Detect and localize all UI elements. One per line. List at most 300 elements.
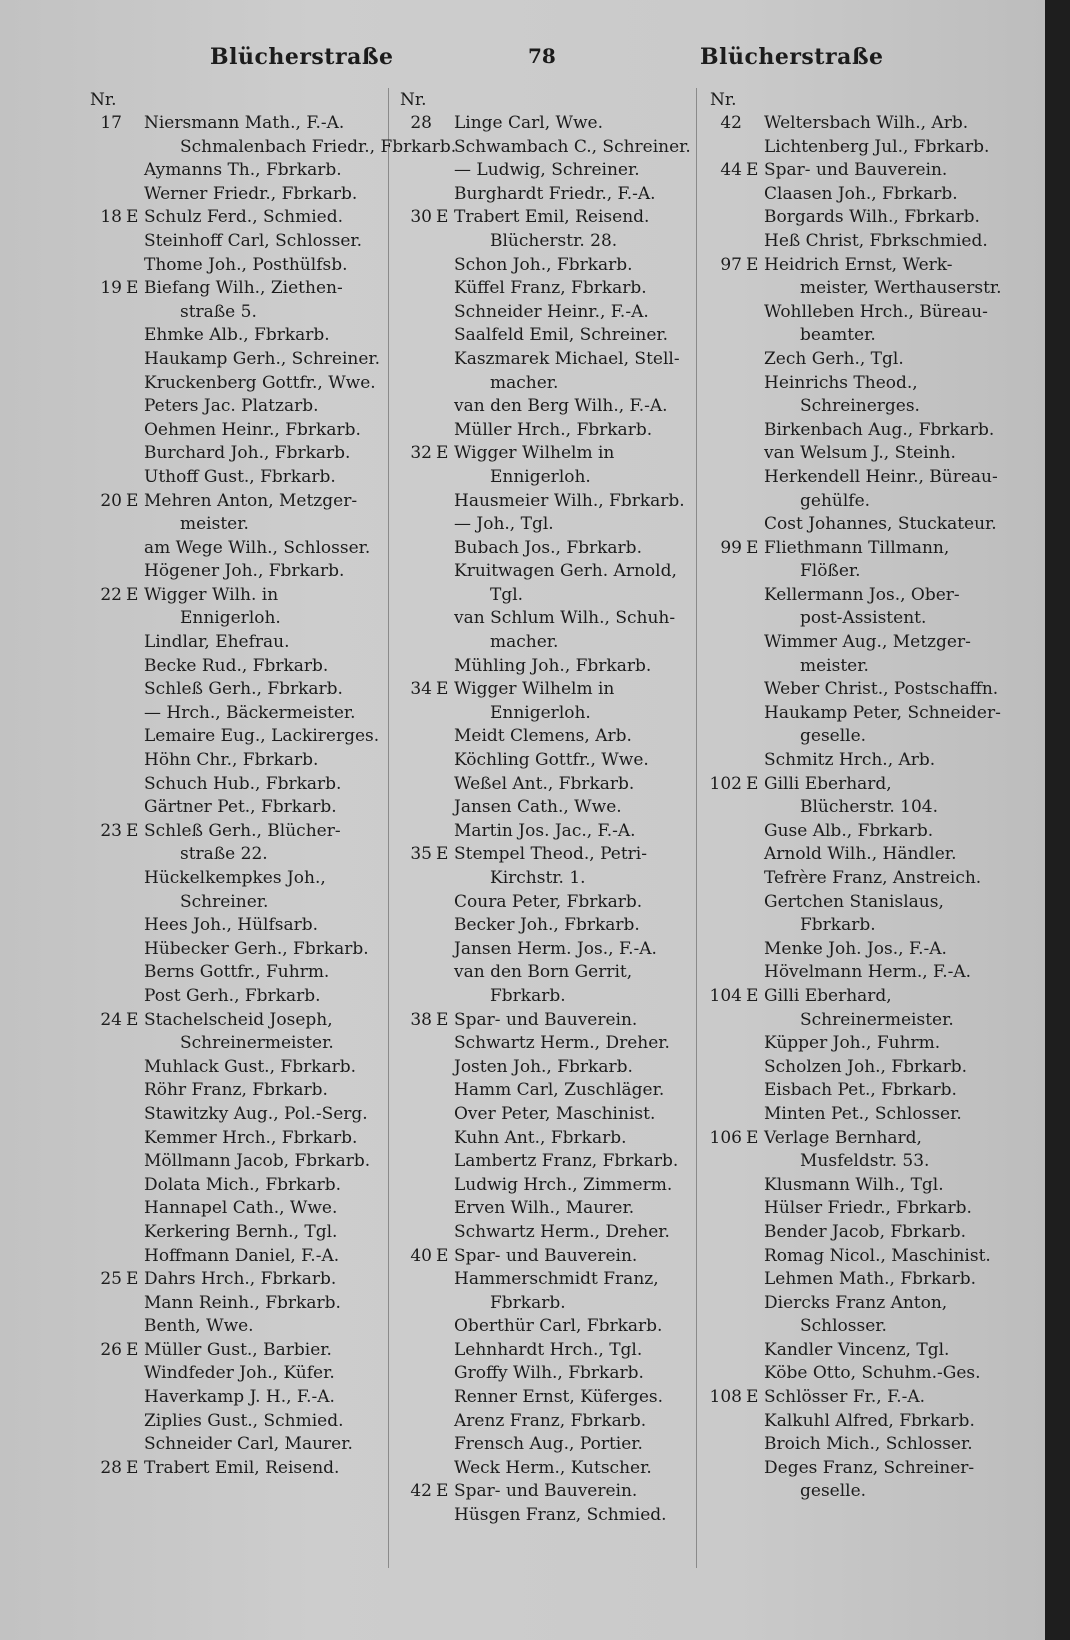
directory-entry (702, 513, 1007, 537)
owner-marker: E (436, 207, 449, 228)
directory-entry (82, 914, 382, 938)
owner-marker (746, 324, 764, 348)
house-number (702, 1268, 746, 1292)
directory-entry (702, 442, 1007, 466)
house-number (392, 537, 436, 561)
resident-text: Schuch Hub., Fbrkarb. (144, 773, 342, 794)
resident-text: Romag Nicol., Maschinist. (764, 1245, 991, 1266)
house-number (392, 277, 436, 301)
directory-entry (392, 348, 692, 372)
directory-entry (392, 1032, 692, 1056)
house-number: 32 (410, 443, 432, 464)
directory-entry (702, 1480, 1007, 1504)
resident-text: Aymanns Th., Fbrkarb. (144, 160, 342, 181)
house-number: 28 (410, 113, 432, 133)
owner-marker (746, 230, 764, 254)
directory-entry (702, 749, 1007, 773)
resident-text: Gärtner Pet., Fbrkarb. (144, 797, 337, 818)
directory-entry (702, 1009, 1007, 1033)
house-number (392, 1150, 436, 1174)
house-number (392, 1457, 436, 1481)
house-number (82, 372, 126, 396)
owner-marker (436, 1362, 454, 1386)
directory-entry (392, 1480, 692, 1504)
owner-marker (746, 1292, 764, 1316)
owner-marker (436, 277, 454, 301)
directory-entry (392, 655, 692, 679)
directory-entry (82, 324, 382, 348)
house-number (82, 442, 126, 466)
owner-marker (126, 112, 144, 136)
directory-entry (392, 891, 692, 915)
owner-marker (436, 372, 454, 396)
owner-marker (126, 843, 144, 867)
owner-marker (746, 1245, 764, 1269)
directory-entry (392, 1386, 692, 1410)
resident-text: Uthoff Gust., Fbrkarb. (144, 466, 336, 487)
house-number: 44 (720, 160, 742, 181)
owner-marker (436, 938, 454, 962)
resident-text: Spar- und Bauverein. (454, 1009, 638, 1030)
house-number (702, 1410, 746, 1434)
continuation-indent (764, 655, 800, 679)
directory-entry (82, 1292, 382, 1316)
owner-marker (436, 560, 454, 584)
directory-entry (392, 1197, 692, 1221)
directory-entry (392, 1127, 692, 1151)
resident-text: Kirchstr. 1. (490, 868, 586, 888)
owner-marker: E (126, 490, 139, 511)
directory-entry (702, 1032, 1007, 1056)
resident-text: beamter. (800, 325, 876, 346)
owner-marker: E (746, 1127, 759, 1148)
directory-entry (702, 419, 1007, 443)
directory-entry (82, 1174, 382, 1198)
resident-text: Birkenbach Aug., Fbrkarb. (764, 419, 995, 440)
continuation-indent (454, 631, 490, 655)
owner-marker (126, 773, 144, 797)
house-number (702, 206, 746, 230)
resident-text: van den Born Gerrit, (454, 962, 633, 983)
house-number (702, 607, 746, 631)
resident-text: Musfeldstr. 53. (800, 1151, 930, 1172)
directory-entry (702, 1433, 1007, 1457)
resident-text: Kruitwagen Gerh. Arnold, (454, 561, 677, 582)
resident-text: Spar- und Bauverein. (764, 160, 948, 181)
owner-marker (746, 938, 764, 962)
owner-marker (746, 820, 764, 844)
owner-marker (746, 206, 764, 230)
owner-marker (746, 277, 764, 301)
resident-text: meister. (800, 655, 869, 676)
house-number (82, 1386, 126, 1410)
owner-marker (126, 348, 144, 372)
house-number (82, 985, 126, 1009)
owner-marker: E (746, 537, 759, 558)
resident-text: Gilli Eberhard, (764, 773, 892, 794)
owner-marker (746, 395, 764, 419)
resident-text: — Ludwig, Schreiner. (454, 160, 640, 181)
resident-text: Hees Joh., Hülfsarb. (144, 915, 319, 936)
owner-marker (746, 442, 764, 466)
resident-text: Küffel Franz, Fbrkarb. (454, 278, 647, 299)
house-number (82, 348, 126, 372)
house-number: 104 (709, 985, 742, 1006)
house-number (82, 1315, 126, 1339)
continuation-indent (454, 702, 490, 726)
house-number (392, 702, 436, 726)
house-number (82, 1150, 126, 1174)
owner-marker: E (746, 985, 759, 1006)
resident-text: Arnold Wilh., Händler. (764, 844, 957, 865)
directory-entry (82, 277, 382, 301)
house-number (82, 159, 126, 183)
owner-marker (126, 1386, 144, 1410)
directory-entry (82, 1079, 382, 1103)
owner-marker (436, 1127, 454, 1151)
house-number (702, 678, 746, 702)
owner-marker (746, 1339, 764, 1363)
directory-entry (702, 254, 1007, 278)
owner-marker (436, 1315, 454, 1339)
owner-marker (436, 1103, 454, 1127)
house-number (702, 961, 746, 985)
resident-text: Bubach Jos., Fbrkarb. (454, 537, 642, 558)
resident-text: am Wege Wilh., Schlosser. (144, 537, 371, 558)
owner-marker (126, 301, 144, 325)
house-number (392, 607, 436, 631)
owner-marker (746, 112, 764, 136)
resident-text: post-Assistent. (800, 608, 927, 629)
owner-marker: E (126, 278, 139, 299)
resident-text: Höhn Chr., Fbrkarb. (144, 750, 319, 771)
directory-entry (702, 867, 1007, 891)
owner-marker (126, 607, 144, 631)
resident-text: Schulz Ferd., Schmied. (144, 207, 344, 228)
house-number (82, 254, 126, 278)
owner-marker (126, 466, 144, 490)
directory-entry (392, 254, 692, 278)
house-number (702, 1032, 746, 1056)
owner-marker (436, 985, 454, 1009)
directory-entry (702, 655, 1007, 679)
house-number (392, 631, 436, 655)
directory-entry (392, 442, 692, 466)
directory-entry (82, 112, 382, 136)
directory-entry (392, 372, 692, 396)
owner-marker (436, 1457, 454, 1481)
resident-text: Oehmen Heinr., Fbrkarb. (144, 419, 361, 440)
resident-text: Mühling Joh., Fbrkarb. (454, 655, 652, 676)
resident-text: Schleß Gerh., Fbrkarb. (144, 679, 343, 700)
owner-marker: E (126, 1457, 139, 1478)
resident-text: Niersmann Math., F.-A. (144, 113, 345, 133)
house-number (702, 1480, 746, 1504)
house-number (392, 725, 436, 749)
directory-entry (392, 1056, 692, 1080)
owner-marker: E (746, 1387, 759, 1408)
directory-entry (392, 1245, 692, 1269)
directory-entry (702, 796, 1007, 820)
resident-text: Muhlack Gust., Fbrkarb. (144, 1056, 357, 1077)
house-number (702, 796, 746, 820)
continuation-indent (764, 1009, 800, 1033)
resident-text: Hammerschmidt Franz, (454, 1269, 659, 1290)
house-number (392, 938, 436, 962)
directory-entry (702, 584, 1007, 608)
house-number (392, 1292, 436, 1316)
resident-text: Ennigerloh. (490, 466, 591, 487)
directory-entry (82, 1315, 382, 1339)
house-number (702, 1433, 746, 1457)
resident-text: Erven Wilh., Maurer. (454, 1198, 635, 1219)
directory-entry (82, 843, 382, 867)
house-number (392, 1362, 436, 1386)
resident-text: Köchling Gottfr., Wwe. (454, 750, 649, 771)
resident-text: Menke Joh. Jos., F.-A. (764, 938, 947, 959)
resident-text: Klusmann Wilh., Tgl. (764, 1174, 944, 1195)
owner-marker (126, 183, 144, 207)
resident-text: Schmalenbach Friedr., Fbrkarb. (180, 136, 457, 157)
resident-text: Wigger Wilhelm in (454, 443, 615, 464)
directory-entry (82, 584, 382, 608)
house-number (392, 1127, 436, 1151)
resident-text: Hövelmann Herm., F.-A. (764, 962, 972, 983)
owner-marker (436, 419, 454, 443)
owner-marker (746, 1056, 764, 1080)
resident-text: Blücherstr. 28. (490, 230, 618, 251)
resident-text: Müller Hrch., Fbrkarb. (454, 419, 653, 440)
continuation-indent (454, 230, 490, 254)
directory-entry (702, 466, 1007, 490)
resident-text: Köbe Otto, Schuhm.-Ges. (764, 1363, 981, 1384)
directory-entry (392, 725, 692, 749)
house-number (392, 655, 436, 679)
owner-marker (436, 773, 454, 797)
house-number (82, 773, 126, 797)
resident-text: Minten Pet., Schlosser. (764, 1103, 962, 1124)
house-number (392, 1268, 436, 1292)
owner-marker (436, 1174, 454, 1198)
directory-entry (82, 1056, 382, 1080)
continuation-indent (764, 324, 800, 348)
directory-entry (82, 1433, 382, 1457)
directory-entry (82, 490, 382, 514)
owner-marker (746, 1197, 764, 1221)
owner-marker (436, 631, 454, 655)
house-number (82, 607, 126, 631)
resident-text: Schmitz Hrch., Arb. (764, 750, 936, 771)
directory-entry (702, 1150, 1007, 1174)
owner-marker (436, 961, 454, 985)
house-number (392, 324, 436, 348)
resident-text: Schreiner. (180, 891, 269, 912)
owner-marker (746, 1362, 764, 1386)
resident-text: Thome Joh., Posthülfsb. (144, 254, 348, 275)
owner-marker (126, 678, 144, 702)
owner-marker (746, 301, 764, 325)
resident-text: Meidt Clemens, Arb. (454, 726, 632, 747)
directory-entry (82, 301, 382, 325)
resident-text: Ennigerloh. (180, 608, 281, 629)
house-number (702, 1079, 746, 1103)
directory-entry (702, 678, 1007, 702)
house-number: 102 (709, 773, 742, 794)
owner-marker (436, 749, 454, 773)
owner-marker (436, 584, 454, 608)
house-number (392, 1174, 436, 1198)
continuation-indent (454, 867, 490, 891)
owner-marker (126, 1032, 144, 1056)
owner-marker (126, 395, 144, 419)
resident-text: Schwambach C., Schreiner. (454, 136, 691, 157)
house-number (82, 1079, 126, 1103)
resident-text: Lehmen Math., Fbrkarb. (764, 1269, 977, 1290)
house-number (392, 914, 436, 938)
resident-text: Schleß Gerh., Blücher- (144, 820, 341, 841)
house-number (82, 1032, 126, 1056)
house-number (702, 1056, 746, 1080)
house-number (82, 749, 126, 773)
continuation-indent (454, 985, 490, 1009)
house-number (82, 1221, 126, 1245)
house-number: 23 (100, 820, 122, 841)
resident-text: macher. (490, 372, 559, 393)
resident-text: Stachelscheid Joseph, (144, 1009, 333, 1030)
owner-marker (746, 867, 764, 891)
directory-entry (82, 1009, 382, 1033)
owner-marker (746, 1079, 764, 1103)
directory-entry (702, 1221, 1007, 1245)
resident-text: Berns Gottfr., Fuhrm. (144, 962, 330, 983)
directory-entry (702, 136, 1007, 160)
resident-text: Kaszmarek Michael, Stell- (454, 348, 680, 369)
resident-text: Fbrkarb. (490, 1292, 566, 1313)
owner-marker (126, 254, 144, 278)
resident-text: Schon Joh., Fbrkarb. (454, 254, 633, 275)
owner-marker: E (126, 1009, 139, 1030)
directory-entry (702, 1315, 1007, 1339)
resident-text: Möllmann Jacob, Fbrkarb. (144, 1151, 371, 1172)
resident-text: Lichtenberg Jul., Fbrkarb. (764, 136, 990, 157)
house-number (392, 1197, 436, 1221)
directory-entry (82, 749, 382, 773)
house-number (392, 820, 436, 844)
house-number (702, 820, 746, 844)
owner-marker: E (436, 1481, 449, 1502)
owner-marker (436, 607, 454, 631)
owner-marker (436, 891, 454, 915)
continuation-indent (764, 914, 800, 938)
house-number (702, 466, 746, 490)
directory-entry (392, 1221, 692, 1245)
owner-marker (436, 537, 454, 561)
owner-marker (436, 1268, 454, 1292)
directory-entry (82, 607, 382, 631)
house-number (82, 1245, 126, 1269)
resident-text: — Joh., Tgl. (454, 514, 554, 535)
directory-entry (702, 324, 1007, 348)
directory-entry (82, 159, 382, 183)
house-number (702, 372, 746, 396)
owner-marker (746, 1480, 764, 1504)
house-number (82, 513, 126, 537)
directory-entry (392, 206, 692, 230)
house-number (82, 1056, 126, 1080)
house-number (392, 1386, 436, 1410)
owner-marker (436, 183, 454, 207)
resident-text: Jansen Cath., Wwe. (454, 797, 622, 818)
owner-marker (126, 159, 144, 183)
owner-marker (746, 466, 764, 490)
directory-entry (702, 631, 1007, 655)
owner-marker (746, 490, 764, 514)
directory-entry (392, 1339, 692, 1363)
owner-marker (436, 914, 454, 938)
directory-entry (392, 112, 692, 136)
resident-text: Steinhoff Carl, Schlosser. (144, 230, 363, 251)
owner-marker (126, 537, 144, 561)
resident-text: Deges Franz, Schreiner- (764, 1457, 975, 1478)
house-number: 106 (709, 1127, 742, 1148)
resident-text: van Welsum J., Steinh. (764, 443, 956, 464)
house-number (82, 136, 126, 160)
directory-entry (82, 537, 382, 561)
directory-entry (702, 1457, 1007, 1481)
owner-marker (436, 820, 454, 844)
resident-text: Becker Joh., Fbrkarb. (454, 915, 640, 936)
directory-entry (702, 961, 1007, 985)
directory-entry (82, 1127, 382, 1151)
house-number (702, 1197, 746, 1221)
resident-text: Mehren Anton, Metzger- (144, 490, 358, 511)
resident-text: Wohlleben Hrch., Büreau- (764, 301, 988, 322)
house-number (702, 1221, 746, 1245)
owner-marker (436, 1221, 454, 1245)
house-number (82, 631, 126, 655)
continuation-indent (764, 796, 800, 820)
owner-marker (126, 631, 144, 655)
directory-entry (702, 1339, 1007, 1363)
owner-marker (126, 1150, 144, 1174)
directory-entry (702, 230, 1007, 254)
owner-marker (126, 442, 144, 466)
resident-text: Schwartz Herm., Dreher. (454, 1033, 670, 1054)
continuation-indent (454, 584, 490, 608)
resident-text: Kalkuhl Alfred, Fbrkarb. (764, 1410, 975, 1431)
directory-entry (702, 1103, 1007, 1127)
house-number (392, 1315, 436, 1339)
continuation-indent (764, 1315, 800, 1339)
resident-text: Hoffmann Daniel, F.-A. (144, 1245, 340, 1266)
directory-entry (82, 136, 457, 160)
resident-text: Stawitzky Aug., Pol.-Serg. (144, 1103, 368, 1124)
directory-entry (702, 490, 1007, 514)
owner-marker (436, 1292, 454, 1316)
owner-marker (126, 655, 144, 679)
resident-text: Becke Rud., Fbrkarb. (144, 655, 329, 676)
directory-entry (82, 513, 382, 537)
owner-marker (746, 1268, 764, 1292)
house-number: 42 (720, 113, 742, 133)
house-number: 28 (100, 1457, 122, 1478)
owner-marker (126, 985, 144, 1009)
resident-text: Trabert Emil, Reisend. (454, 207, 650, 228)
house-number (702, 324, 746, 348)
house-number (702, 584, 746, 608)
directory-entry (82, 655, 382, 679)
directory-entry (82, 702, 382, 726)
